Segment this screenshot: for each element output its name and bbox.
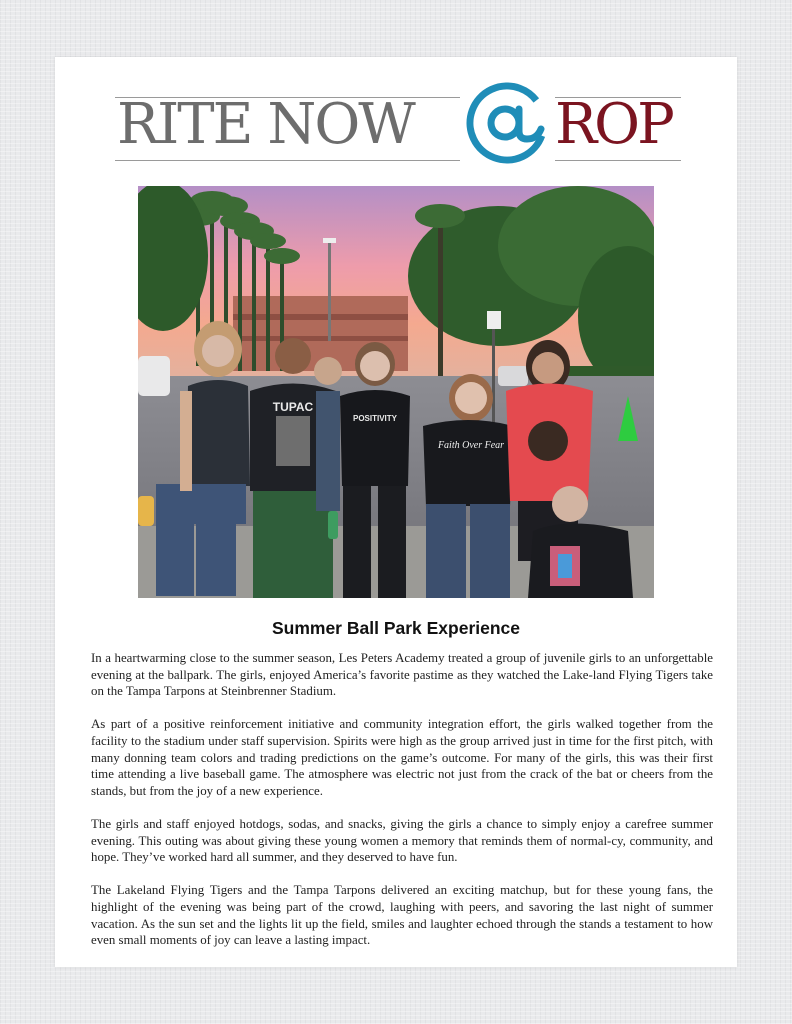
article-body	[91, 650, 713, 965]
article-paragraph: As part of a positive reinforcement initiative and community integration effort, the girls walked together from the facility to the stadium under staff supervision. Spirits were high as the group arrived just in time for the first pitch, with many donning team colors and trading predictions on the game’s outcome. For many of the girls, this was their first time attending a live baseball game. The atmosphere was electric not just from the crack of the bat or cheers from the stands, but from the joy of a new experience.	[91, 717, 713, 798]
article-headline: Summer Ball Park Experience	[271, 618, 521, 638]
person-figure	[314, 357, 342, 511]
shirt-text-faith: Faith Over Fear	[437, 440, 505, 451]
group-photo	[138, 186, 654, 598]
article-paragraph: The Lakeland Flying Tigers and the Tampa Tarpons delivered an exciting matchup, but for these young fans, the highlight of the evening was being part of the crowd, laughing with peers, and savoring the last night of summer vacation. As the sun set and the lights lit up the field, smiles and laughter echoed through the stands a testament to how even small moments of joy can leave a lasting impact.	[91, 883, 713, 948]
shirt-text-positivity: POSITIVITY	[352, 414, 398, 423]
shirt-text-tupac: TUPAC	[272, 400, 314, 414]
article-paragraph: The girls and staff enjoyed hotdogs, sodas, and snacks, giving the girls a chance to simply enjoy a carefree summer evening. This outing was about giving these young women a memory that reminds them of normal-cy, community, and hope. They’ve worked hard all summer, and they deserved to have fun.	[91, 816, 713, 865]
masthead-title-left: RITE NOW	[117, 92, 414, 157]
at-symbol-logo	[465, 81, 549, 165]
masthead-title-right: ROP	[555, 92, 672, 157]
article-paragraph: In a heartwarming close to the summer season, Les Peters Academy treated a group of juvenile girls to an unforgettable evening at the ballpark. The girls, enjoyed America’s favorite pastime as they watched the Lake-land Flying Tigers take on the Tampa Tarpons at Steinbrenner Stadium.	[91, 651, 713, 699]
masthead	[115, 87, 681, 157]
masthead-rule	[555, 160, 681, 161]
newsletter-page	[55, 57, 737, 967]
masthead-rule	[115, 160, 460, 161]
